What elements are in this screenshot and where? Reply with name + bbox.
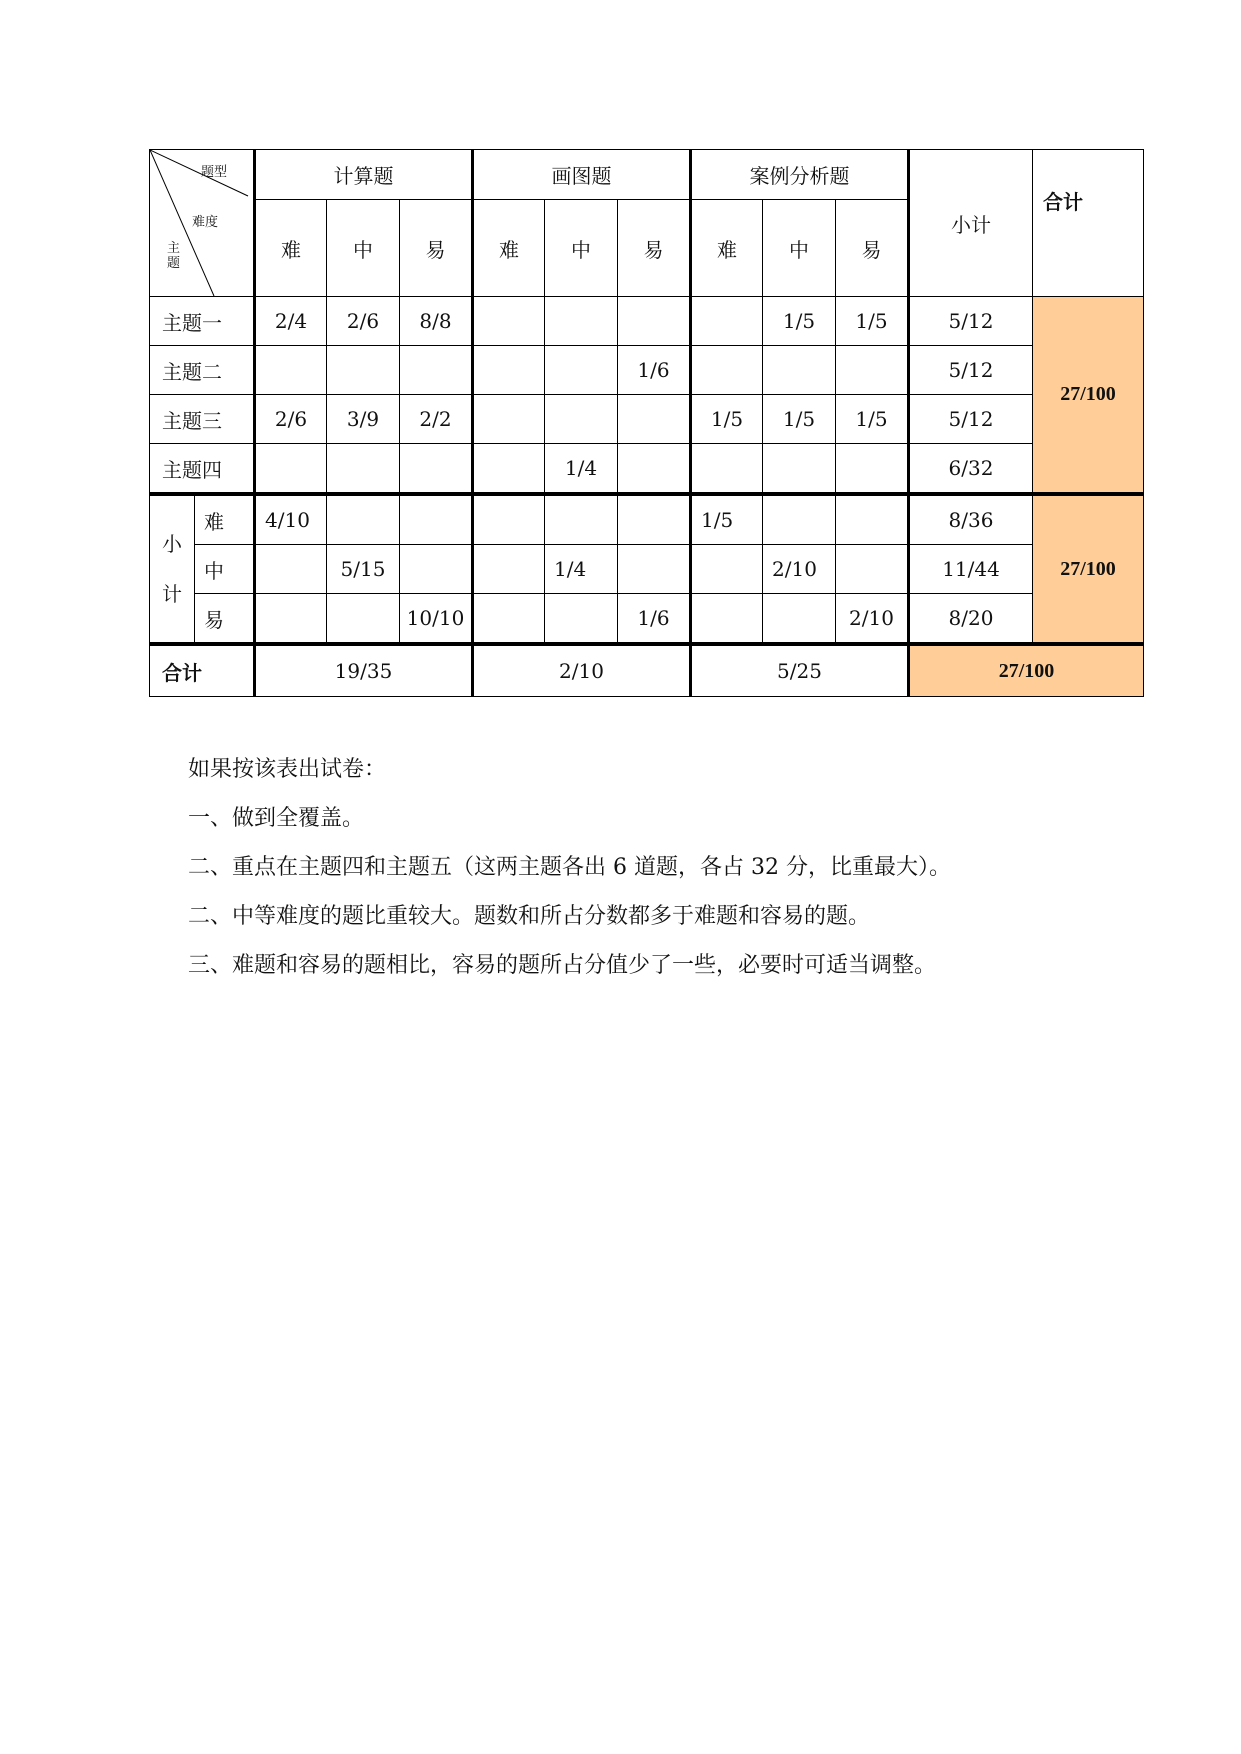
table-cell <box>473 444 545 495</box>
table-cell <box>618 297 691 346</box>
table-cell <box>327 346 400 395</box>
table-cell <box>618 444 691 495</box>
table-cell <box>545 395 618 444</box>
table-cell <box>473 395 545 444</box>
table-cell <box>473 346 545 395</box>
table-cell <box>400 494 473 545</box>
row-subtotal: 5/12 <box>909 297 1033 346</box>
table-cell: 1/6 <box>618 346 691 395</box>
table-cell: 1/5 <box>691 494 763 545</box>
table-cell: 1/5 <box>763 297 836 346</box>
level-header: 中 <box>763 200 836 297</box>
table-cell <box>763 444 836 495</box>
level-header: 难 <box>255 200 327 297</box>
table-cell <box>473 545 545 594</box>
level-header: 中 <box>327 200 400 297</box>
table-cell <box>763 494 836 545</box>
row-subtotal: 6/32 <box>909 444 1033 495</box>
level-header: 易 <box>400 200 473 297</box>
table-cell <box>255 346 327 395</box>
level-header: 难 <box>473 200 545 297</box>
difficulty-group-char-2: 计 <box>162 582 182 606</box>
difficulty-row <box>150 594 1144 645</box>
table-cell <box>327 494 400 545</box>
header-row-categories <box>150 150 1144 200</box>
table-cell <box>691 594 763 645</box>
category-header: 画图题 <box>473 150 691 200</box>
table-cell <box>545 494 618 545</box>
total-row-label: 合计 <box>150 644 255 697</box>
table-cell <box>618 545 691 594</box>
table-cell: 2/6 <box>255 395 327 444</box>
table-cell: 1/5 <box>836 297 909 346</box>
table-cell <box>255 545 327 594</box>
row-subtotal: 5/12 <box>909 346 1033 395</box>
table-cell <box>327 444 400 495</box>
corner-difficulty-label: 难度 <box>192 215 219 230</box>
topic-label: 主题二 <box>150 346 255 395</box>
notes-intro: 如果按该表出试卷： <box>188 757 387 782</box>
table-cell <box>618 395 691 444</box>
row-subtotal: 5/12 <box>909 395 1033 444</box>
difficulty-label: 中 <box>195 545 255 594</box>
difficulty-label: 难 <box>195 494 255 545</box>
table-cell: 3/9 <box>327 395 400 444</box>
notes-section <box>188 745 951 990</box>
topic-row <box>150 395 1144 444</box>
corner-type-label: 题型 <box>201 165 228 180</box>
table-cell <box>545 297 618 346</box>
level-header: 中 <box>545 200 618 297</box>
level-header: 易 <box>836 200 909 297</box>
table-cell: 1/6 <box>618 594 691 645</box>
difficulty-total-cell: 27/100 <box>1033 494 1144 644</box>
notes-item: 二、重点在主题四和主题五（这两主题各出 6 道题，各占 32 分，比重最大）。 <box>188 855 951 880</box>
table-cell <box>255 444 327 495</box>
table-cell <box>836 444 909 495</box>
table-cell: 8/8 <box>400 297 473 346</box>
table-cell: 4/10 <box>255 494 327 545</box>
category-total: 2/10 <box>473 644 691 697</box>
grand-total: 27/100 <box>909 644 1144 697</box>
topic-label: 主题三 <box>150 395 255 444</box>
category-header: 计算题 <box>255 150 473 200</box>
table-cell <box>400 346 473 395</box>
corner-cell <box>150 150 255 297</box>
table-cell: 2/2 <box>400 395 473 444</box>
table-cell <box>255 594 327 645</box>
table-cell: 1/4 <box>545 444 618 495</box>
table-cell <box>400 444 473 495</box>
exam-spec-table <box>149 149 1144 697</box>
table-cell: 5/15 <box>327 545 400 594</box>
table-cell: 10/10 <box>400 594 473 645</box>
table-cell <box>473 494 545 545</box>
corner-topic-char-2: 题 <box>167 256 181 271</box>
table-cell: 2/6 <box>327 297 400 346</box>
topic-row <box>150 297 1144 346</box>
notes-item: 一、做到全覆盖。 <box>188 806 365 831</box>
table-cell <box>836 545 909 594</box>
table-cell <box>327 594 400 645</box>
topic-row <box>150 346 1144 395</box>
topic-row <box>150 444 1144 495</box>
table-cell <box>691 444 763 495</box>
table-cell <box>473 297 545 346</box>
total-row <box>150 644 1144 697</box>
table-cell: 1/5 <box>691 395 763 444</box>
level-header: 难 <box>691 200 763 297</box>
topic-label: 主题四 <box>150 444 255 495</box>
row-subtotal: 11/44 <box>909 545 1033 594</box>
topic-label: 主题一 <box>150 297 255 346</box>
table-cell: 1/5 <box>836 395 909 444</box>
total-header: 合计 <box>1033 150 1144 297</box>
table-cell: 1/5 <box>763 395 836 444</box>
difficulty-label: 易 <box>195 594 255 645</box>
difficulty-row <box>150 545 1144 594</box>
row-subtotal: 8/36 <box>909 494 1033 545</box>
category-total: 19/35 <box>255 644 473 697</box>
table-cell: 2/10 <box>836 594 909 645</box>
category-header: 案例分析题 <box>691 150 909 200</box>
category-total: 5/25 <box>691 644 909 697</box>
table-cell <box>400 545 473 594</box>
row-subtotal: 8/20 <box>909 594 1033 645</box>
table-cell: 2/10 <box>763 545 836 594</box>
table-cell <box>691 545 763 594</box>
table-cell <box>618 494 691 545</box>
topics-total-cell: 27/100 <box>1033 297 1144 495</box>
difficulty-group-label <box>150 494 195 644</box>
table-cell <box>545 594 618 645</box>
difficulty-row <box>150 494 1144 545</box>
table-cell <box>763 594 836 645</box>
table-cell <box>473 594 545 645</box>
table-cell <box>836 346 909 395</box>
notes-item: 三、难题和容易的题相比，容易的题所占分值少了一些，必要时可适当调整。 <box>188 953 937 978</box>
table-cell <box>691 346 763 395</box>
level-header: 易 <box>618 200 691 297</box>
difficulty-group-char-1: 小 <box>162 532 182 556</box>
subtotal-header: 小计 <box>909 150 1033 297</box>
table-cell <box>545 346 618 395</box>
table-cell: 1/4 <box>545 545 618 594</box>
table-cell <box>763 346 836 395</box>
notes-item: 二、中等难度的题比重较大。题数和所占分数都多于难题和容易的题。 <box>188 904 871 929</box>
table-cell <box>836 494 909 545</box>
table-cell <box>691 297 763 346</box>
table-cell: 2/4 <box>255 297 327 346</box>
corner-topic-char-1: 主 <box>167 241 181 256</box>
